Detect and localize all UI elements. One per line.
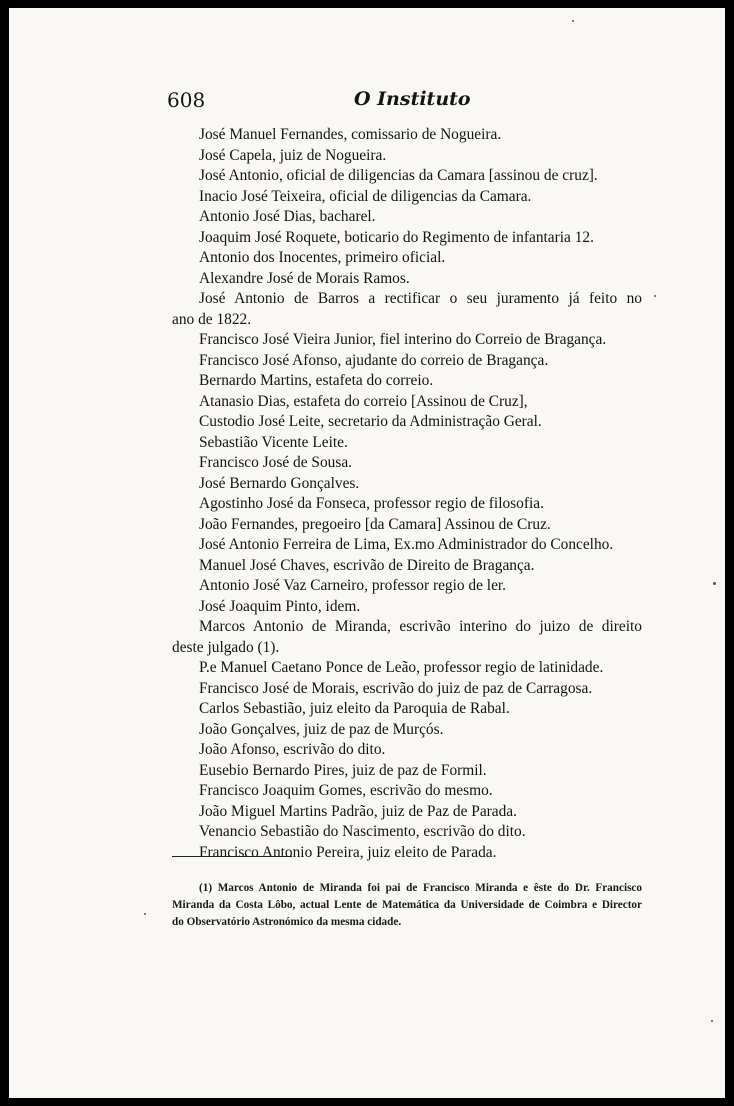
text-line: João Gonçalves, juiz de paz de Murçós. bbox=[199, 720, 444, 738]
footnote-line: Miranda da Costa Lôbo, actual Lente de Matemática da Universidade de Coimbra e Director bbox=[172, 899, 642, 911]
footnote-line: do Observatório Astronómico da mesma cidade. bbox=[172, 916, 402, 928]
text-line: José Bernardo Gonçalves. bbox=[199, 474, 360, 492]
text-line: Francisco José Afonso, ajudante do correio de Bragança. bbox=[199, 351, 549, 369]
text-line: José Manuel Fernandes, comissario de Nogueira. bbox=[199, 126, 502, 143]
text-line: José Antonio Ferreira de Lima, Ex.mo Administrador do Concelho. bbox=[199, 536, 614, 553]
journal-title: O Instituto bbox=[354, 88, 471, 110]
text-line: Francisco José de Morais, escrivão do juiz de paz de Carragosa. bbox=[199, 679, 593, 697]
footnote-line: (1) Marcos Antonio de Miranda foi pai de Francisco Miranda e êste do Dr. Francisco bbox=[199, 882, 642, 894]
text-line: Francisco Antonio Pereira, juiz eleito de Parada. bbox=[199, 843, 497, 861]
text-line: Sebastião Vicente Leite. bbox=[199, 433, 348, 451]
text-line: Marcos Antonio de Miranda, escrivão interino do juizo de direito bbox=[199, 618, 642, 635]
running-head bbox=[9, 88, 725, 114]
text-line: Inacio José Teixeira, oficial de diligencias da Camara. bbox=[199, 187, 532, 205]
paper-speck bbox=[713, 582, 716, 585]
text-line: Eusebio Bernardo Pires, juiz de paz de Formil. bbox=[199, 761, 487, 779]
text-line: Agostinho José da Fonseca, professor regio de filosofia. bbox=[199, 495, 544, 512]
text-line: João Afonso, escrivão do dito. bbox=[199, 741, 386, 758]
text-line: ano de 1822. bbox=[172, 310, 252, 328]
text-line: José Antonio de Barros a rectificar o seu juramento já feito no bbox=[199, 290, 642, 307]
text-line: Custodio José Leite, secretario da Administração Geral. bbox=[199, 413, 542, 430]
text-line: João Fernandes, pregoeiro [da Camara] Assinou de Cruz. bbox=[199, 515, 551, 533]
text-line: Antonio José Dias, bacharel. bbox=[199, 208, 376, 225]
text-line: José Joaquim Pinto, idem. bbox=[199, 597, 361, 615]
paper-speck bbox=[654, 295, 656, 297]
text-line: Atanasio Dias, estafeta do correio [Assinou de Cruz], bbox=[199, 392, 528, 410]
text-line: Joaquim José Roquete, boticario do Regimento de infantaria 12. bbox=[199, 228, 594, 246]
footnote-rule bbox=[172, 856, 292, 857]
body-text bbox=[172, 125, 642, 863]
text-line: José Antonio, oficial de diligencias da Camara [assinou de cruz]. bbox=[199, 167, 598, 184]
text-line: Carlos Sebastião, juiz eleito da Paroquia de Rabal. bbox=[199, 700, 510, 717]
text-line: Bernardo Martins, estafeta do correio. bbox=[199, 372, 434, 389]
text-line: José Capela, juiz de Nogueira. bbox=[199, 146, 387, 164]
text-line: Venancio Sebastião do Nascimento, escrivão do dito. bbox=[199, 823, 526, 840]
text-line: João Miguel Martins Padrão, juiz de Paz de Parada. bbox=[199, 802, 517, 820]
text-line: Francisco José de Sousa. bbox=[199, 454, 353, 471]
text-line: P.e Manuel Caetano Ponce de Leão, professor regio de latinidade. bbox=[199, 659, 604, 676]
paper-speck bbox=[144, 913, 146, 915]
text-line: Antonio dos Inocentes, primeiro oficial. bbox=[199, 249, 446, 266]
paper-speck bbox=[572, 20, 574, 22]
text-line: Alexandre José de Morais Ramos. bbox=[199, 269, 410, 287]
paper-speck bbox=[711, 1020, 713, 1022]
text-line: Manuel José Chaves, escrivão de Direito de Bragança. bbox=[199, 556, 535, 574]
text-line: deste julgado (1). bbox=[172, 638, 280, 656]
text-line: Antonio José Vaz Carneiro, professor regio de ler. bbox=[199, 577, 507, 594]
text-line: Francisco José Vieira Junior, fiel interino do Correio de Bragança. bbox=[199, 331, 607, 348]
footnote bbox=[172, 880, 642, 931]
document-page bbox=[9, 8, 725, 1098]
text-line: Francisco Joaquim Gomes, escrivão do mesmo. bbox=[199, 782, 493, 799]
page-number: 608 bbox=[167, 88, 206, 112]
